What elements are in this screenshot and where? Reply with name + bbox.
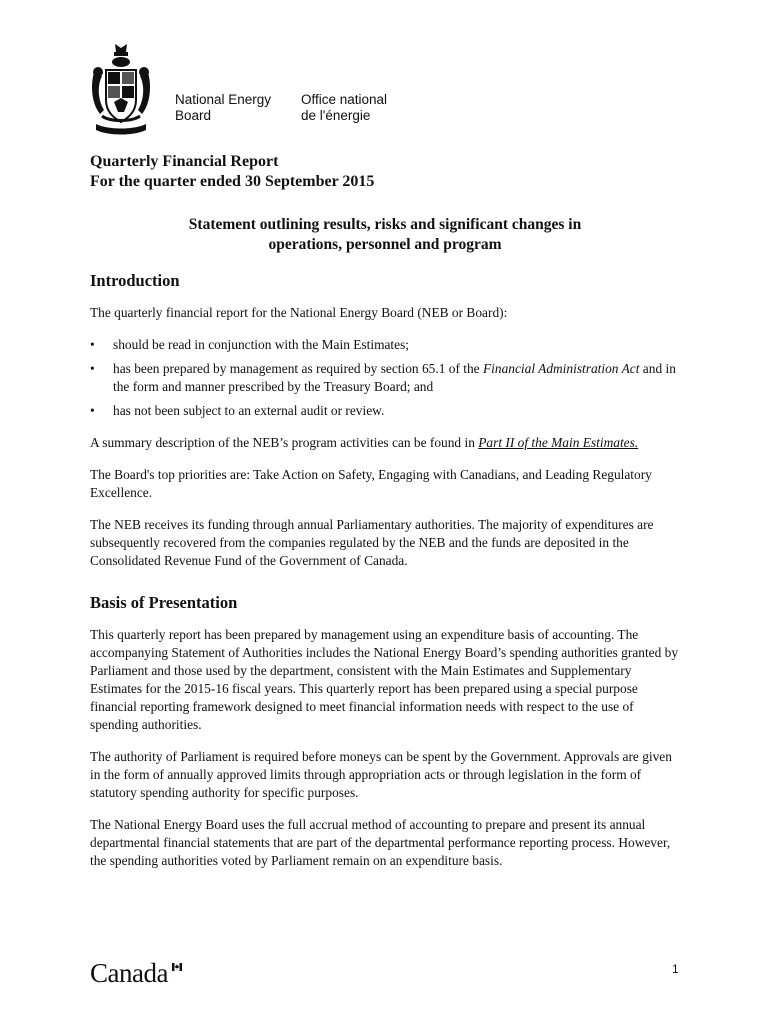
introduction-bullet-list: [90, 336, 682, 420]
title-line1: Quarterly Financial Report: [90, 153, 279, 170]
bullet-icon: •: [90, 361, 95, 376]
summary-paragraph: [90, 434, 682, 452]
subtitle-line1: Statement outlining results, risks and significant changes in: [188, 216, 582, 233]
canada-wordmark: Canada: [90, 958, 168, 988]
flag-icon: [172, 963, 182, 971]
title-line2: For the quarter ended 30 September 2015: [90, 173, 375, 190]
bullet-text: should be read in conjunction with the Main Estimates;: [113, 337, 410, 352]
report-title: [90, 152, 374, 192]
org-en-line1: National Energy: [175, 92, 272, 107]
list-item: [90, 336, 682, 354]
list-item: [90, 360, 682, 396]
basis-heading: Basis of Presentation: [90, 593, 238, 612]
main-estimates-link[interactable]: Part II of the Main Estimates.: [478, 435, 639, 450]
bullet-text: has been prepared by management as required by section 65.1 of the: [113, 361, 483, 376]
basis-paragraph-2: The authority of Parliament is required before moneys can be spent by the Government. Approvals are given in the form of annually approved limits through appropriation acts or through legislation in the form of statutory spending authority for specific purposes.: [90, 749, 672, 800]
org-fr-line2: de l'énergie: [301, 108, 371, 123]
bullet-text-rest: and in the form and manner prescribed by the Treasury Board; and: [113, 361, 676, 394]
org-name-english: [175, 92, 271, 124]
list-item: [90, 402, 682, 420]
page-number: 1: [672, 962, 679, 976]
basis-paragraph-1: This quarterly report has been prepared by management using an expenditure basis of accounting. The accompanying Statement of Authorities includes the National Energy Board’s spending authorities granted by Parliament and those used by the department, consistent with the Main Estimates and Supplementary Estimates for the 2015-16 fiscal years. This quarterly report has been prepared using a special purpose financial reporting framework designed to meet financial information needs with respect to the use of spending authorities.: [90, 627, 679, 732]
org-fr-line1: Office national: [301, 92, 388, 107]
statement-subtitle: [90, 215, 680, 255]
org-name-french: [301, 92, 387, 124]
basis-paragraph-3: The National Energy Board uses the full accrual method of accounting to prepare and present its annual departmental financial statements that are part of the departmental performance reporting process. However, the spending authorities voted by Parliament remain on an expenditure basis.: [90, 817, 671, 868]
subtitle-line2: operations, personnel and program: [268, 236, 502, 253]
bullet-icon: •: [90, 403, 95, 418]
coat-of-arms-icon: [88, 42, 154, 140]
bullet-icon: •: [90, 337, 95, 352]
priorities-paragraph: The Board's top priorities are: Take Action on Safety, Engaging with Canadians, and Leading Regulatory Excellence.: [90, 467, 652, 500]
funding-paragraph: The NEB receives its funding through annual Parliamentary authorities. The majority of expenditures are subsequently recovered from the companies regulated by the NEB and the funds are deposited in the Consolidated Revenue Fund of the Government of Canada.: [90, 517, 654, 568]
act-name: Financial Administration Act: [482, 361, 640, 376]
summary-text: A summary description of the NEB’s program activities can be found in: [90, 435, 479, 450]
introduction-heading: Introduction: [90, 271, 180, 290]
report-body: [90, 270, 682, 884]
introduction-lead: The quarterly financial report for the National Energy Board (NEB or Board):: [90, 305, 508, 320]
org-en-line2: Board: [175, 108, 212, 123]
bullet-text: has not been subject to an external audit or review.: [113, 403, 385, 418]
letterhead: [88, 42, 508, 142]
